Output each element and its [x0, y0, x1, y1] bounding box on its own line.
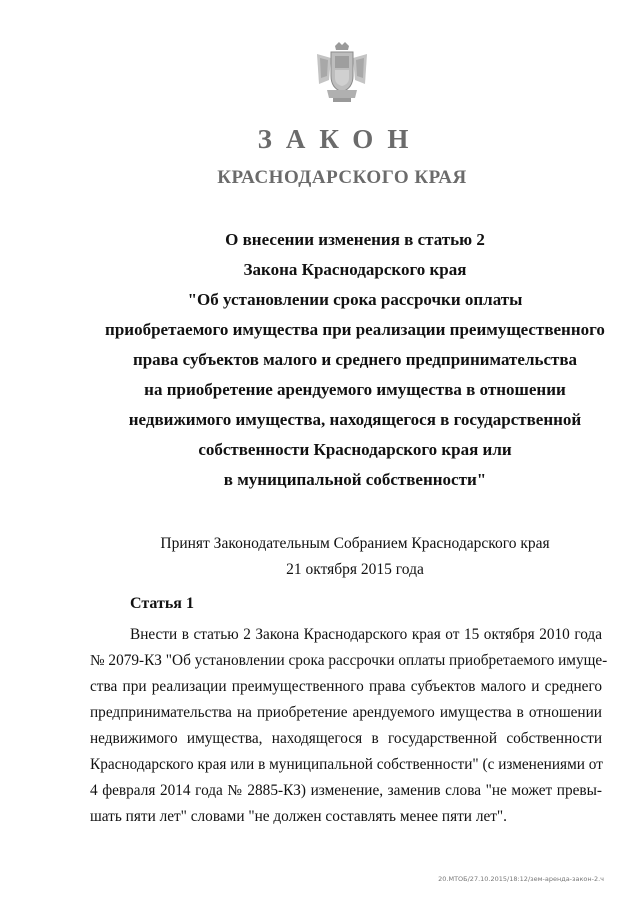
law-title-line: собственности Краснодарского края или: [198, 440, 512, 459]
document-region: КРАСНОДАРСКОГО КРАЯ: [217, 167, 467, 188]
article-line: 4 февраля 2014 года № 2885-КЗ) изменение, заменив слова "не может превы-: [90, 782, 602, 799]
law-title-line: "Об установлении срока рассрочки оплаты: [187, 290, 523, 309]
adoption-date: 21 октября 2015 года: [286, 561, 424, 578]
law-title-line: О внесении изменения в статью 2: [225, 230, 485, 249]
footer-file-code: 20.МТОБ/27.10.2015/18:12/зем-аренда-закон-2.ч: [438, 875, 604, 883]
coat-of-arms-icon: [313, 40, 371, 104]
law-title: [60, 225, 640, 495]
article-line: № 2079-КЗ "Об установлении срока рассрочки оплаты приобретаемого имуще-: [90, 652, 608, 669]
law-title-line: недвижимого имущества, находящегося в государственной: [128, 410, 582, 429]
coat-of-arms-graphic: [313, 40, 371, 104]
adoption-note: [60, 531, 640, 583]
law-title-line: права субъектов малого и среднего предпринимательства: [132, 350, 578, 369]
law-title-line: на приобретение арендуемого имущества в отношении: [144, 380, 566, 399]
article-line: предпринимательства на приобретение арендуемого имущества в отношении: [90, 704, 602, 721]
article-line: шать пяти лет" словами "не должен составлять менее пяти лет".: [90, 808, 507, 825]
article-line: Краснодарского края или в муниципальной собственности" (с изменениями от: [90, 756, 603, 773]
article-line: Внести в статью 2 Закона Краснодарского края от 15 октября 2010 года: [130, 626, 602, 643]
law-title-line: приобретаемого имущества при реализации преимущественного: [105, 320, 605, 339]
law-title-line: Закона Краснодарского края: [243, 260, 467, 279]
article-heading: Статья 1: [130, 595, 194, 612]
article-line: недвижимого имущества, находящегося в государственной собственности: [90, 730, 602, 747]
article-line: ства при реализации преимущественного права субъектов малого и среднего: [90, 678, 602, 695]
document-type: ЗАКОН: [257, 124, 423, 154]
adoption-body: Принят Законодательным Собранием Краснодарского края: [160, 535, 550, 552]
law-title-line: в муниципальной собственности": [223, 470, 487, 489]
article-body: [90, 622, 608, 830]
